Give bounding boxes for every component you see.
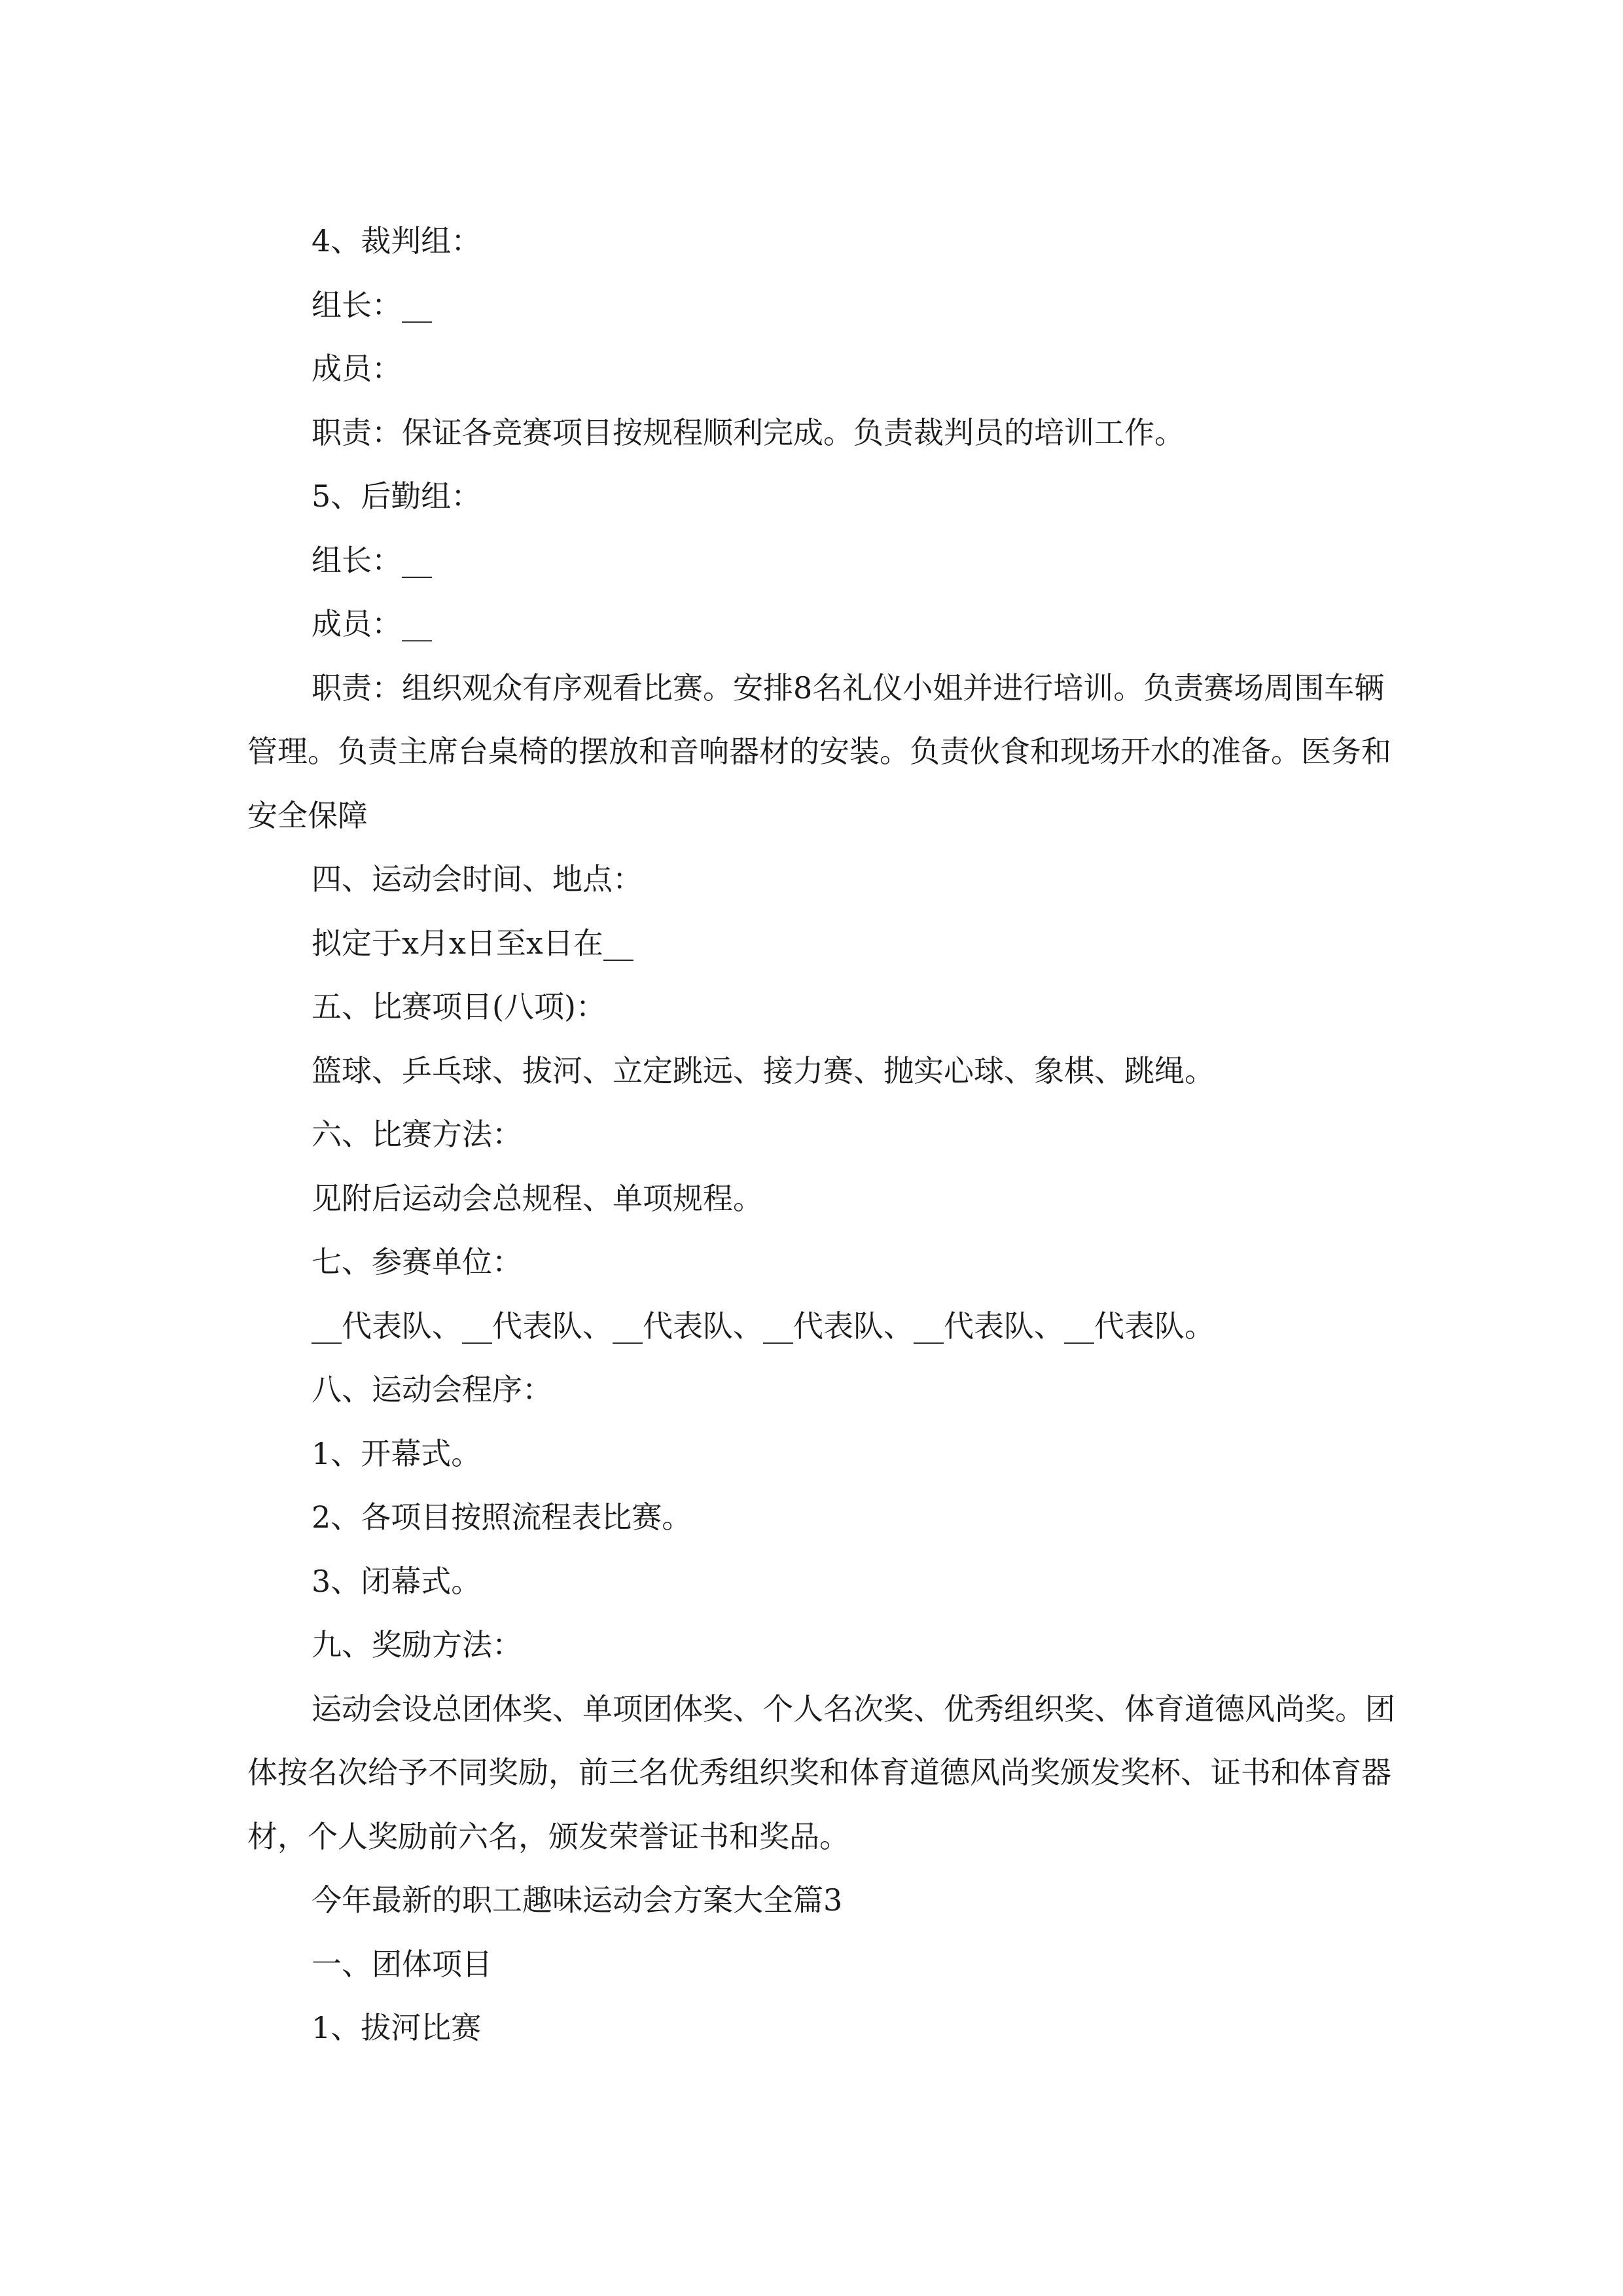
section-title-plan-3: 今年最新的职工趣味运动会方案大全篇3 <box>312 1882 843 1918</box>
heading-awards: 九、奖励方法： <box>312 1627 522 1662</box>
program-item-closing: 3、闭幕式。 <box>312 1563 482 1599</box>
heading-program: 八、运动会程序： <box>312 1372 552 1407</box>
heading-team-events: 一、团体项目 <box>312 1946 492 1982</box>
participants-list: __代表队、__代表队、__代表队、__代表队、__代表队、__代表队。 <box>312 1308 1215 1344</box>
events-list: 篮球、乒乓球、拔河、立定跳远、接力赛、抛实心球、象棋、跳绳。 <box>312 1052 1215 1088</box>
program-item-competition: 2、各项目按照流程表比赛。 <box>312 1499 692 1535</box>
heading-referee-group: 4、裁判组： <box>312 223 482 259</box>
program-item-opening: 1、开幕式。 <box>312 1435 482 1471</box>
referee-group-members: 成员： <box>312 351 402 386</box>
heading-logistics-group: 5、后勤组： <box>312 478 482 514</box>
time-location-text: 拟定于x月x日至x日在__ <box>312 925 633 961</box>
body-text <box>247 209 1399 2060</box>
referee-group-duties: 职责：保证各竞赛项目按规程顺利完成。负责裁判员的培训工作。 <box>312 414 1185 450</box>
competition-method-text: 见附后运动会总规程、单项规程。 <box>312 1180 763 1216</box>
heading-time-location: 四、运动会时间、地点： <box>312 861 643 897</box>
logistics-group-members: 成员：__ <box>312 606 432 641</box>
awards-text: 运动会设总团体奖、单项团体奖、个人名次奖、优秀组织奖、体育道德风尚奖。团体按名次给予不同奖励，前三名优秀组织奖和体育道德风尚奖颁发奖杯、证书和体育器材，个人奖励前六名，颁发荣誉证书和奖品。 <box>247 1691 1395 1854</box>
heading-competition-method: 六、比赛方法： <box>312 1117 522 1152</box>
logistics-group-leader: 组长：__ <box>312 542 432 578</box>
referee-group-leader: 组长：__ <box>312 287 432 323</box>
heading-participants: 七、参赛单位： <box>312 1244 522 1280</box>
team-event-tug-of-war: 1、拔河比赛 <box>312 2010 482 2045</box>
heading-events: 五、比赛项目(八项)： <box>312 989 606 1024</box>
logistics-group-duties: 职责：组织观众有序观看比赛。安排8名礼仪小姐并进行培训。负责赛场周围车辆管理。负责主席台桌椅的摆放和音响器材的安装。负责伙食和现场开水的准备。医务和安全保障 <box>247 670 1391 833</box>
